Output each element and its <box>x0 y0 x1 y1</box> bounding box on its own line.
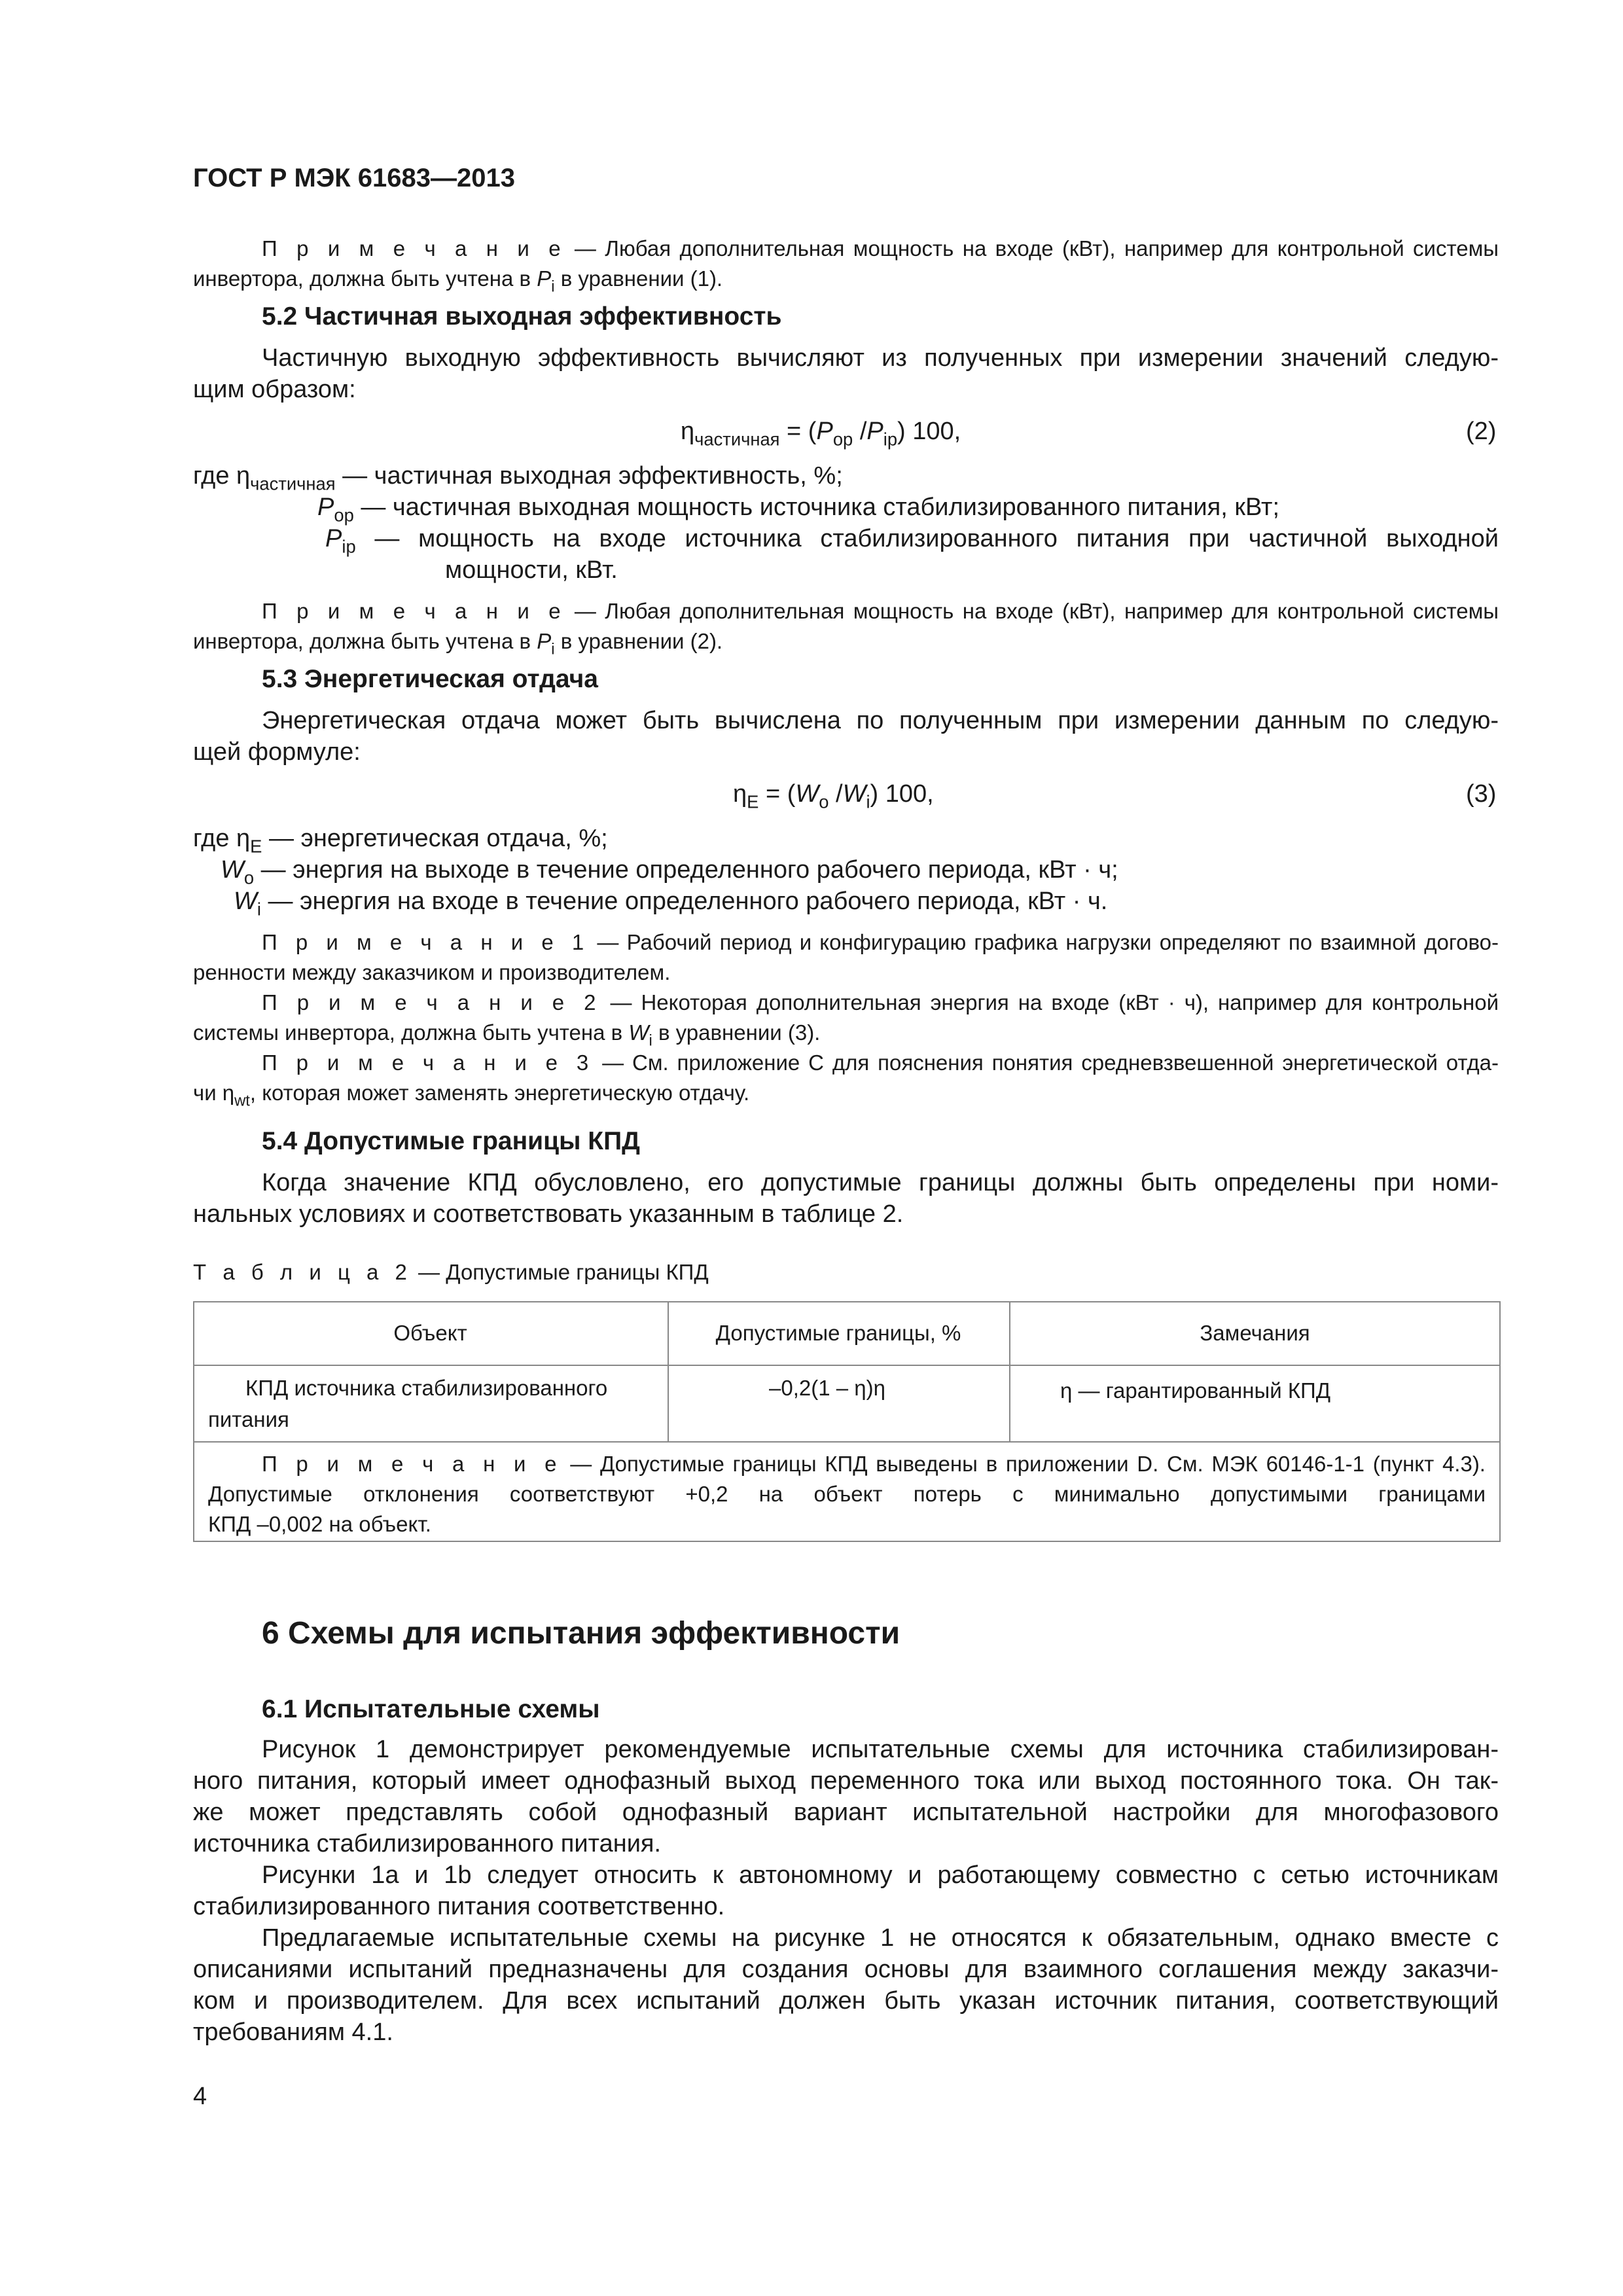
paragraph-line: ком и производителем. Для всех испытаний должен быть указан источник питания, соответствующий <box>193 1987 1499 2015</box>
table-header-limits: Допустимые границы, % <box>715 1321 961 1345</box>
paragraph-line: стабилизированного питания соответственно. <box>193 1893 725 1920</box>
table-footnote: Допустимые отклонения соответствуют +0,2 на объект потерь с минимально допустимыми границами <box>208 1482 1486 1506</box>
note-line: ренности между заказчиком и производителем. <box>193 960 671 984</box>
note-line: системы инвертора, должна быть учтена в $W_i$ в уравнении (3). <box>193 1020 821 1050</box>
paragraph-line: щим образом: <box>193 376 356 403</box>
document-title: ГОСТ Р МЭК 61683—2013 <box>193 164 516 192</box>
note-line: П р и м е ч а н и е — Любая дополнительная мощность на входе (кВт), например для контрольной системы <box>262 236 1499 260</box>
paragraph-line: щей формуле: <box>193 738 361 766</box>
note-line: П р и м е ч а н и е 3 — См. приложение С для пояснения понятия средневзвешенной энергетической отда- <box>262 1050 1499 1075</box>
note-line: П р и м е ч а н и е — Любая дополнительная мощность на входе (кВт), например для контрольной системы <box>262 599 1499 623</box>
note-line: П р и м е ч а н и е 1 — Рабочий период и конфигурацию графика нагрузки определяют по взаимной догово- <box>262 930 1499 954</box>
formula-number: (2) <box>1466 418 1497 445</box>
table-cell-limits: –0,2(1 – η)η <box>769 1376 885 1400</box>
paragraph-line: Когда значение КПД обусловлено, его допустимые границы должны быть определены при номи- <box>262 1169 1499 1196</box>
table-caption: Т а б л и ц а 2 — Допустимые границы КПД <box>193 1260 709 1284</box>
formula-number: (3) <box>1466 780 1497 808</box>
definition-line: $W_i$ — энергия на входе в течение определенного рабочего периода, кВт · ч. <box>234 888 1108 920</box>
definition-line: $P_{ip}$ — мощность на входе источника стабилизированного питания при частичной выходной <box>325 525 1499 557</box>
paragraph-line: Энергетическая отдача может быть вычислена по полученным при измерении данным по следую- <box>262 707 1499 734</box>
paragraph-line: Рисунок 1 демонстрирует рекомендуемые испытательные схемы для источника стабилизирован- <box>262 1736 1499 1763</box>
paragraph-line: описаниями испытаний предназначены для создания основы для взаимного соглашения между заказчи- <box>193 1956 1499 1983</box>
table-cell-remarks: η — гарантированный КПД <box>1060 1378 1331 1403</box>
paragraph-line: ного питания, который имеет однофазный выход переменного тока или выход постоянного тока. Он так- <box>193 1767 1499 1795</box>
table-cell-object: КПД источника стабилизированного <box>245 1376 608 1400</box>
section-heading-6-1: 6.1 Испытательные схемы <box>262 1695 600 1723</box>
definition-line: $W_o$ — энергия на выходе в течение определенного рабочего периода, кВт · ч; <box>221 856 1118 888</box>
note-line: инвертора, должна быть учтена в $P_i$ в уравнении (2). <box>193 629 723 658</box>
section-heading-5-2: 5.2 Частичная выходная эффективность <box>262 302 782 331</box>
section-heading-5-4: 5.4 Допустимые границы КПД <box>262 1127 640 1155</box>
table-header-remarks: Замечания <box>1200 1321 1310 1345</box>
formula-2: $\eta_{частичная} = (P_{op}$ $/P_{ip}$) 100, <box>681 418 961 450</box>
paragraph-line: же может представлять собой однофазный вариант испытательной настройки для многофазового <box>193 1799 1499 1826</box>
definition-line: мощности, кВт. <box>445 556 618 584</box>
table-footnote: КПД –0,002 на объект. <box>208 1512 431 1536</box>
definition-line: где $\eta_{частичная}$ — частичная выходная эффективность, %; <box>193 462 843 494</box>
table-cell-object: питания <box>208 1407 289 1431</box>
paragraph-line: требованиям 4.1. <box>193 2018 393 2046</box>
section-heading-6: 6 Схемы для испытания эффективности <box>262 1616 901 1651</box>
definition-line: $P_{op}$ — частичная выходная мощность источника стабилизированного питания, кВт; <box>317 493 1280 526</box>
paragraph-line: Предлагаемые испытательные схемы на рисунке 1 не относятся к обязательным, однако вместе с <box>262 1924 1499 1952</box>
definition-line: где $\eta_E$ — энергетическая отдача, %; <box>193 825 608 857</box>
table-header-object: Объект <box>393 1321 467 1345</box>
note-line: инвертора, должна быть учтена в $P_i$ в уравнении (1). <box>193 266 723 296</box>
table-divider <box>193 1365 1501 1366</box>
note-line: чи $\eta_{wt}$, которая может заменять энергетическую отдачу. <box>193 1081 750 1110</box>
paragraph-line: нальных условиях и соответствовать указанным в таблице 2. <box>193 1200 904 1228</box>
page-number: 4 <box>193 2083 207 2110</box>
paragraph-line: Рисунки 1а и 1b следует относить к автономному и работающему совместно с сетью источникам <box>262 1861 1499 1889</box>
formula-3: $\eta_E = (W_o$ $/W_i$) 100, <box>733 780 934 812</box>
table-footnote: П р и м е ч а н и е — Допустимые границы КПД выведены в приложении D. См. МЭК 60146-1-1 (пункт 4.3). <box>262 1452 1486 1476</box>
table-divider <box>193 1441 1501 1443</box>
section-heading-5-3: 5.3 Энергетическая отдача <box>262 665 598 693</box>
note-line: П р и м е ч а н и е 2 — Некоторая дополнительная энергия на входе (кВт · ч), например для контрольной <box>262 990 1499 1014</box>
paragraph-line: источника стабилизированного питания. <box>193 1830 662 1857</box>
paragraph-line: Частичную выходную эффективность вычисляют из полученных при измерении значений следую- <box>262 344 1499 372</box>
